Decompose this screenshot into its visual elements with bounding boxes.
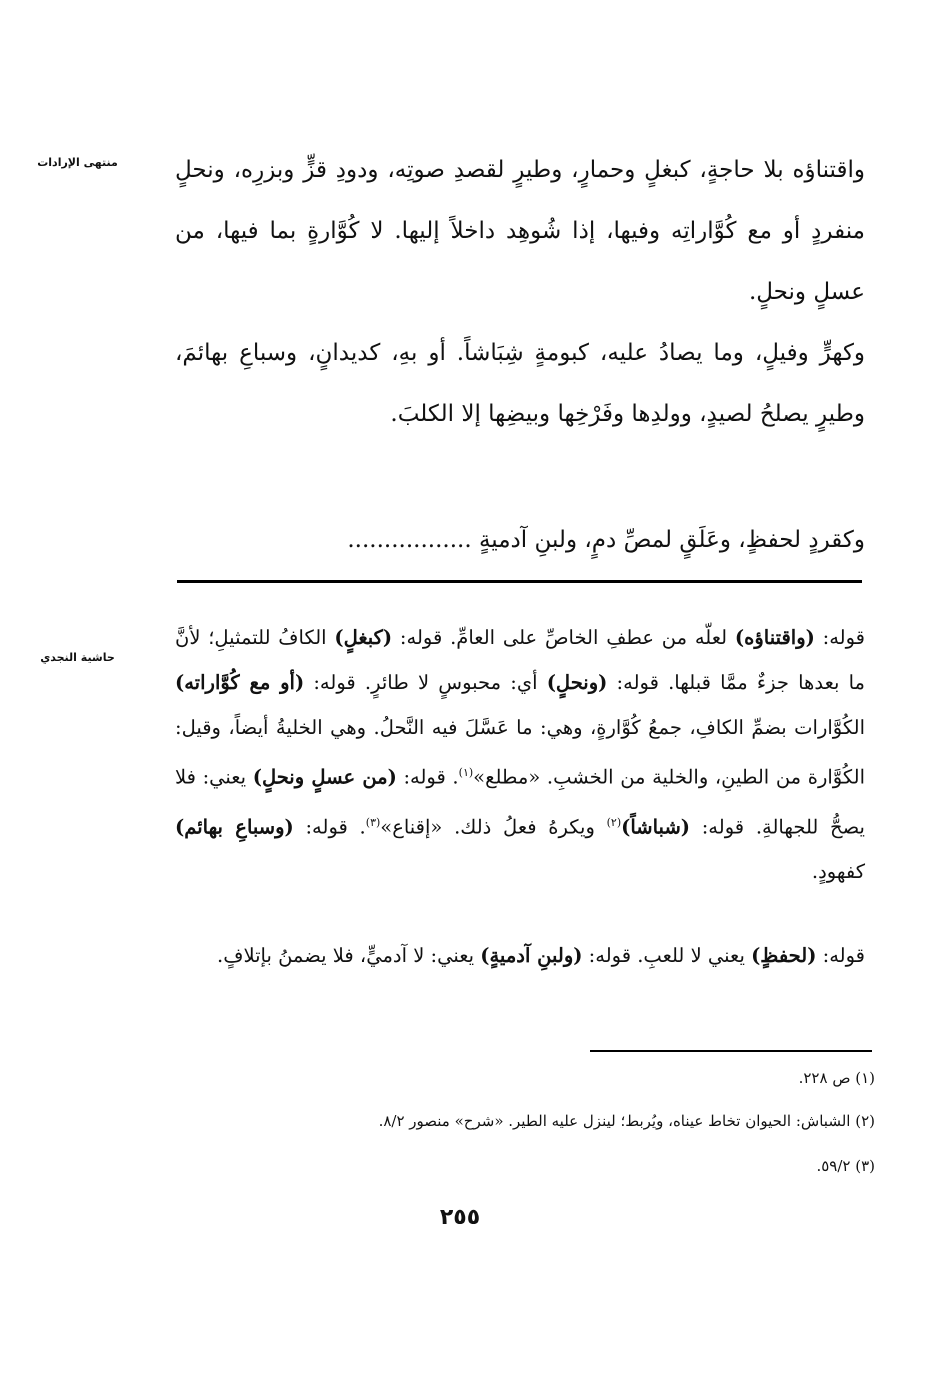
sharh-text: قوله: bbox=[816, 944, 865, 967]
quoted-term: (وسباعِ بهائم) bbox=[175, 815, 294, 838]
footnote-1: (١) ص ٢٢٨. bbox=[798, 1069, 875, 1087]
sharh-text: الكافُ للتمثيلِ؛ لأنَّ ما بعدها جزءٌ ممَّا قبلها. قوله: bbox=[175, 626, 865, 694]
quoted-term: (واقتناؤه) bbox=[734, 626, 815, 649]
sharh-text: ويكرهُ فعلُ ذلك. «إقناع» bbox=[380, 815, 607, 838]
footnote-marker: (٣) bbox=[365, 815, 381, 829]
sharh-text: كفهودٍ. bbox=[811, 860, 865, 883]
sharh-text: . قوله: bbox=[396, 765, 459, 789]
footnote-divider bbox=[590, 1050, 872, 1052]
quoted-term: (كبغلٍ) bbox=[334, 626, 393, 649]
sharh-text: لعلّه من عطفِ الخاصِّ على العامِّ. قوله: bbox=[392, 626, 735, 649]
sharh-text: قوله: bbox=[814, 626, 865, 649]
quoted-term: (ولبنِ آدميةٍ) bbox=[480, 944, 583, 967]
matn-paragraph-1: واقتناؤه بلا حاجةٍ، كبغلٍ وحمارٍ، وطيرٍ لقصدِ صوتِه، ودودِ قزٍّ وبزرِه، ونحلٍ منفردٍ أو مع كُوَّاراتِه وفيها، إذا شُوهِد داخلاً إليها. لا كُوَّارةٍ بما فيها، من عسلٍ ونحلٍ. bbox=[175, 157, 865, 305]
sharh-paragraph-2 bbox=[175, 933, 865, 978]
matn-paragraph-3-text: وكقردٍ لحفظٍ، وعَلَقٍ لمصِّ دمٍ، ولبنِ آدميةٍ bbox=[478, 527, 865, 553]
footnote-marker: (٢) bbox=[606, 815, 622, 829]
quoted-term: (لحفظٍ) bbox=[751, 944, 817, 967]
sharh-text: يعني: فلا يصحُّ للجهالةِ. قوله: bbox=[175, 765, 865, 838]
footnote-2: (٢) الشباش: الحيوان تخاط عيناه، ويُربط؛ لينزل عليه الطير. «شرح» منصور ٨/٢. bbox=[378, 1112, 875, 1130]
footnote-3: (٣) ٥٩/٢. bbox=[816, 1157, 875, 1175]
sharh-text: . قوله: bbox=[293, 815, 366, 838]
quoted-term: (من عسلٍ ونحلٍ) bbox=[252, 765, 397, 789]
page-number: ٢٥٥ bbox=[439, 1205, 481, 1230]
sharh-text: يعني: لا آدميٍّ، فلا يضمنُ بإتلافٍ. bbox=[217, 944, 481, 967]
sharh-side-label: حاشية النجدي bbox=[40, 651, 115, 664]
matn-side-label: منتهى الإرادات bbox=[37, 156, 118, 169]
matn-paragraph-2: وكهرٍّ وفيلٍ، وما يصادُ عليه، كبومةٍ شِبَاشاً. أو بهِ، كديدانٍ، وسباعِ بهائمَ، وطيرٍ يصلحُ لصيدٍ، وولدِها وفَرْخِها وبيضِها إلا الكلبَ. bbox=[175, 340, 865, 427]
sharh-text: الكُوَّارات بضمِّ الكافِ، جمعُ كُوَّارةٍ، وهي: ما عَسَّلَ فيه النَّحلُ. وهي الخليةُ أيضاً، وقيل: الكُوَّارة من الطينِ، والخلية من الخشبِ. «مطلع» bbox=[175, 716, 865, 789]
continuation-dots: ................. bbox=[347, 527, 472, 553]
footnote-marker: (١) bbox=[458, 766, 474, 779]
sharh-paragraph-1 bbox=[175, 615, 865, 894]
quoted-term: (أو مع كُوَّاراته) bbox=[175, 671, 305, 694]
sharh-text: أي: محبوسٍ لا طائرٍ. قوله: bbox=[304, 671, 547, 694]
sharh-text: يعني لا للعبِ. قوله: bbox=[582, 944, 752, 967]
matn-paragraph-3 bbox=[175, 510, 865, 571]
section-divider bbox=[177, 580, 862, 583]
quoted-term: (شباشاً) bbox=[621, 815, 691, 838]
quoted-term: (ونحلٍ) bbox=[546, 671, 608, 694]
